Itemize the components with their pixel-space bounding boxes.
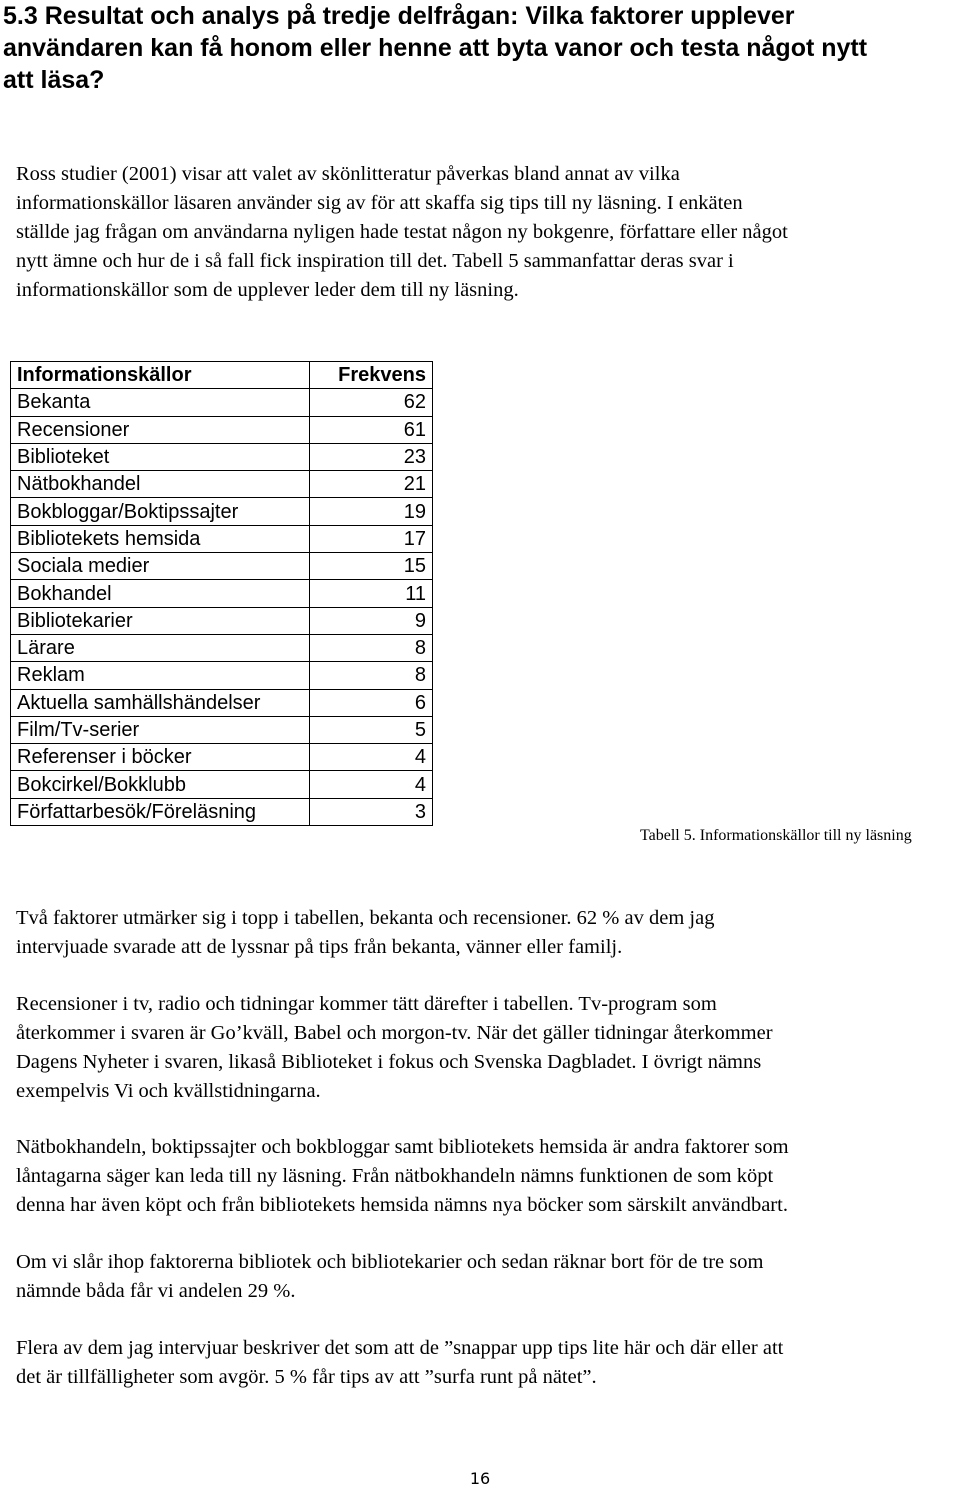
text-line: låntagarna säger kan leda till ny läsning. Från nätbokhandeln nämns funktionen de som köpt <box>16 1165 774 1187</box>
table-row <box>11 498 433 525</box>
body-paragraph <box>16 904 951 962</box>
body-paragraph <box>16 1248 951 1306</box>
source-cell: Biblioteket <box>11 443 310 470</box>
count-cell: 4 <box>310 771 433 798</box>
body-paragraph <box>16 1334 951 1392</box>
body-paragraph <box>16 990 951 1106</box>
count-cell: 61 <box>310 416 433 443</box>
table-row <box>11 634 433 661</box>
source-cell: Film/Tv-serier <box>11 716 310 743</box>
text-line: återkommer i svaren är Go’kväll, Babel och morgon-tv. När det gäller tidningar återkommer <box>16 1022 773 1044</box>
source-cell: Referenser i böcker <box>11 744 310 771</box>
text-line: nämnde båda får vi andelen 29 %. <box>16 1280 296 1302</box>
count-cell: 8 <box>310 634 433 661</box>
body-paragraph <box>16 1133 951 1220</box>
heading-line: användaren kan få honom eller henne att byta vanor och testa något nytt <box>3 34 868 62</box>
table-row <box>11 443 433 470</box>
source-cell: Recensioner <box>11 416 310 443</box>
source-cell: Sociala medier <box>11 553 310 580</box>
count-cell: 4 <box>310 744 433 771</box>
source-cell: Aktuella samhällshändelser <box>11 689 310 716</box>
table-row <box>11 744 433 771</box>
count-cell: 9 <box>310 607 433 634</box>
source-cell: Nätbokhandel <box>11 471 310 498</box>
count-cell: 8 <box>310 662 433 689</box>
intro-paragraph <box>16 160 951 305</box>
source-cell: Bokcirkel/Bokklubb <box>11 771 310 798</box>
page-number: 16 <box>469 1469 491 1488</box>
count-cell: 3 <box>310 798 433 825</box>
table-row <box>11 553 433 580</box>
text-line: Ross studier (2001) visar att valet av skönlitteratur påverkas bland annat av vilka <box>16 163 680 185</box>
source-cell: Bibliotekets hemsida <box>11 525 310 552</box>
count-cell: 6 <box>310 689 433 716</box>
heading-line: att läsa? <box>3 66 105 94</box>
header-source: Informationskällor <box>11 362 310 389</box>
text-line: ställde jag frågan om användarna nyligen hade testat någon ny bokgenre, författare eller något <box>16 221 788 243</box>
source-cell: Bekanta <box>11 389 310 416</box>
text-line: Nätbokhandeln, boktipssajter och bokbloggar samt bibliotekets hemsida är andra faktorer som <box>16 1136 789 1158</box>
count-cell: 21 <box>310 471 433 498</box>
count-cell: 19 <box>310 498 433 525</box>
text-line: Dagens Nyheter i svaren, likaså Biblioteket i fokus och Svenska Dagbladet. I övrigt nämns <box>16 1051 762 1073</box>
source-cell: Bokbloggar/Boktipssajter <box>11 498 310 525</box>
count-cell: 11 <box>310 580 433 607</box>
table-row <box>11 389 433 416</box>
count-cell: 23 <box>310 443 433 470</box>
text-line: informationskällor som de upplever leder dem till ny läsning. <box>16 279 519 301</box>
table-row <box>11 798 433 825</box>
count-cell: 17 <box>310 525 433 552</box>
count-cell: 15 <box>310 553 433 580</box>
table-row <box>11 416 433 443</box>
sources-table <box>10 361 433 826</box>
text-line: denna har även köpt och från bibliotekets hemsida nämns nya böcker som särskilt användbart. <box>16 1194 788 1216</box>
text-line: exempelvis Vi och kvällstidningarna. <box>16 1080 321 1102</box>
table-header-row <box>11 362 433 389</box>
text-line: Recensioner i tv, radio och tidningar kommer tätt därefter i tabellen. Tv-program som <box>16 993 717 1015</box>
header-frequency: Frekvens <box>310 362 433 389</box>
text-line: informationskällor läsaren använder sig av för att skaffa sig tips till ny läsning. I enkäten <box>16 192 743 214</box>
table-row <box>11 716 433 743</box>
table-caption: Tabell 5. Informationskällor till ny läsning <box>640 827 912 844</box>
source-cell: Författarbesök/Föreläsning <box>11 798 310 825</box>
table-row <box>11 471 433 498</box>
table-row <box>11 689 433 716</box>
text-line: Om vi slår ihop faktorerna bibliotek och bibliotekarier och sedan räknar bort för de tre som <box>16 1251 764 1273</box>
text-line: Flera av dem jag intervjuar beskriver det som att de ”snappar upp tips lite här och där eller att <box>16 1337 784 1359</box>
count-cell: 5 <box>310 716 433 743</box>
source-cell: Reklam <box>11 662 310 689</box>
heading-line: 5.3 Resultat och analys på tredje delfrågan: Vilka faktorer upplever <box>3 2 795 30</box>
source-cell: Bokhandel <box>11 580 310 607</box>
text-line: det är tillfälligheter som avgör. 5 % får tips av att ”surfa runt på nätet”. <box>16 1366 597 1388</box>
table-row <box>11 607 433 634</box>
source-cell: Bibliotekarier <box>11 607 310 634</box>
table-row <box>11 525 433 552</box>
count-cell: 62 <box>310 389 433 416</box>
text-line: intervjuade svarade att de lyssnar på tips från bekanta, vänner eller familj. <box>16 936 623 958</box>
text-line: Två faktorer utmärker sig i topp i tabellen, bekanta och recensioner. 62 % av dem jag <box>16 907 715 929</box>
table-row <box>11 580 433 607</box>
table-row <box>11 662 433 689</box>
table-row <box>11 771 433 798</box>
text-line: nytt ämne och hur de i så fall fick inspiration till det. Tabell 5 sammanfattar deras svar i <box>16 250 734 272</box>
section-heading <box>3 0 953 96</box>
source-cell: Lärare <box>11 634 310 661</box>
